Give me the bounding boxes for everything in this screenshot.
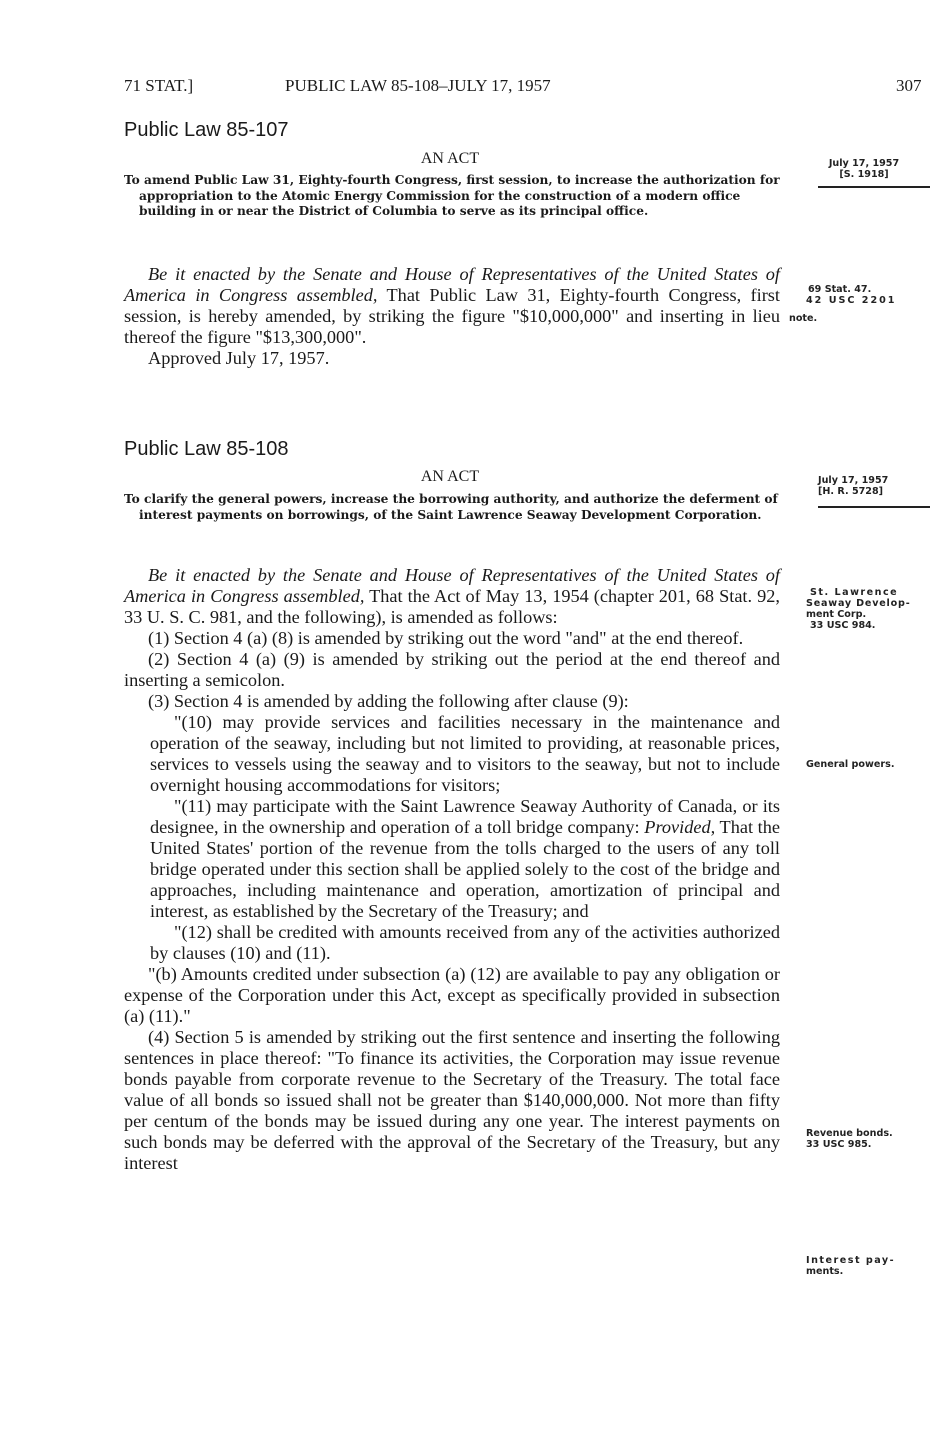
law1-cite-note: note. xyxy=(789,313,818,324)
law1-an-act: AN ACT xyxy=(420,150,480,167)
law2-margin-interest xyxy=(806,1255,926,1277)
law1-cite-stat: 69 Stat. 47. xyxy=(808,284,872,295)
law2-interest-2: ments. xyxy=(806,1266,844,1277)
law2-bill: [H. R. 5728] xyxy=(818,486,884,497)
law1-enacting-clause: Be it enacted by the Senate and House of Representatives of the United States of America in Congress assembled, xyxy=(124,264,780,305)
law2-title: Public Law 85-108 xyxy=(124,438,289,460)
law2-seaway-1: St. Lawrence xyxy=(810,587,899,598)
law2-item-2: (2) Section 4 (a) (9) is amended by striking out the period at the end thereof and inserting a semicolon. xyxy=(124,649,780,690)
law2-revenue-2: 33 USC 985. xyxy=(806,1139,872,1150)
law1-summary: To amend Public Law 31, Eighty-fourth Congress, first session, to increase the authorization for appropriation to the Atomic Energy Commission for the construction of a modern office building in or near the District of Columbia to serve as its principal office. xyxy=(124,173,780,218)
law2-seaway-3: ment Corp. xyxy=(806,609,867,620)
law2-an-act: AN ACT xyxy=(420,468,480,485)
law2-clause-11-provided: Provided, xyxy=(644,817,716,837)
law2-clause-11-b: That the United States' portion of the revenue from the tolls charged to the users of any toll bridge operated under this section shall be applied solely to the cost of the bridge and approaches, including maintenance and operation, amortization of principal and interest, as established by the Secretary of the Treasury; and xyxy=(150,817,781,921)
law2-body xyxy=(124,565,780,1174)
law2-revenue-1: Revenue bonds. xyxy=(806,1128,893,1139)
law2-clause-12: "(12) shall be credited with amounts received from any of the activities authorized by clauses (10) and (11). xyxy=(150,922,780,963)
law1-margin-date xyxy=(822,158,906,180)
law2-margin-date xyxy=(818,475,914,497)
law2-item-3: (3) Section 4 is amended by adding the following after clause (9): xyxy=(148,691,629,711)
law2-margin-revenue xyxy=(806,1128,926,1150)
law2-margin-seaway xyxy=(806,587,926,631)
law2-intro: That the Act of May 13, 1954 (chapter 201, 68 Stat. 92, 33 U. S. C. 981, and the following), is amended as follows: xyxy=(124,586,780,627)
law2-clause-11 xyxy=(124,796,780,922)
law1-date: July 17, 1957 xyxy=(828,158,900,169)
law1-approved: Approved July 17, 1957. xyxy=(148,348,330,368)
law2-clause-11-a: "(11) may participate with the Saint Lawrence Seaway Authority of Canada, or its designee, in the ownership and operation of a toll bridge company: xyxy=(150,796,780,837)
law1-body xyxy=(124,264,780,369)
law2-margin-general: General powers. xyxy=(806,759,895,770)
law2-margin-rule xyxy=(818,506,930,508)
law1-margin-rule xyxy=(818,186,930,188)
law2-clause-10: "(10) may provide services and facilities necessary in the maintenance and operation of the seaway, including but not limited to providing, at reasonable prices, services to vessels using the seaway and to visitors to the seaway, but not to include overnight housing accommodations for visitors; xyxy=(150,712,780,795)
law1-text: That Public Law 31, Eighty-fourth Congress, first session, is hereby amended, by striking the figure "$10,000,000" and inserting in lieu thereof the figure "$13,300,000". xyxy=(124,285,780,347)
law2-date: July 17, 1957 xyxy=(818,475,889,486)
volume-ref: 71 STAT.] xyxy=(124,76,194,95)
law1-paragraph xyxy=(124,264,780,348)
law2-seaway-2: Seaway Develop- xyxy=(806,598,911,609)
law2-seaway-4: 33 USC 984. xyxy=(810,620,876,631)
law1-margin-cite xyxy=(806,284,896,306)
law1-cite-usc: 42 USC 2201 xyxy=(806,295,897,306)
law2-subsection-b: "(b) Amounts credited under subsection (a) (12) are available to pay any obligation or expense of the Corporation under this Act, except as specifically provided in subsection (a) (11)." xyxy=(124,964,780,1026)
running-title: PUBLIC LAW 85-108–JULY 17, 1957 xyxy=(285,76,551,95)
law2-summary: To clarify the general powers, increase the borrowing authority, and authorize the deferment of interest payments on borrowings, of the Saint Lawrence Seaway Development Corporation. xyxy=(124,492,778,522)
law2-enacting-paragraph xyxy=(124,565,780,628)
law2-enacting-clause: Be it enacted by the Senate and House of Representatives of the United States of America in Congress assembled, xyxy=(124,565,780,606)
law1-bill: [S. 1918] xyxy=(839,169,889,180)
law1-title: Public Law 85-107 xyxy=(124,119,289,141)
law2-item-1: (1) Section 4 (a) (8) is amended by striking out the word "and" at the end thereof. xyxy=(148,628,744,648)
law2-interest-1: Interest pay- xyxy=(806,1255,896,1266)
page-number: 307 xyxy=(896,76,922,95)
law2-item-4: (4) Section 5 is amended by striking out the first sentence and inserting the following sentences in place thereof: "To finance its activities, the Corporation may issue revenue bonds payable from corporate revenue to the Secretary of the Treasury. The total face value of all bonds so issued shall not be greater than $140,000,000. Not more than fifty per centum of the bonds may be issued during any one year. The interest payments on such bonds may be deferred with the approval of the Secretary of the Treasury, but any interest xyxy=(124,1027,780,1173)
